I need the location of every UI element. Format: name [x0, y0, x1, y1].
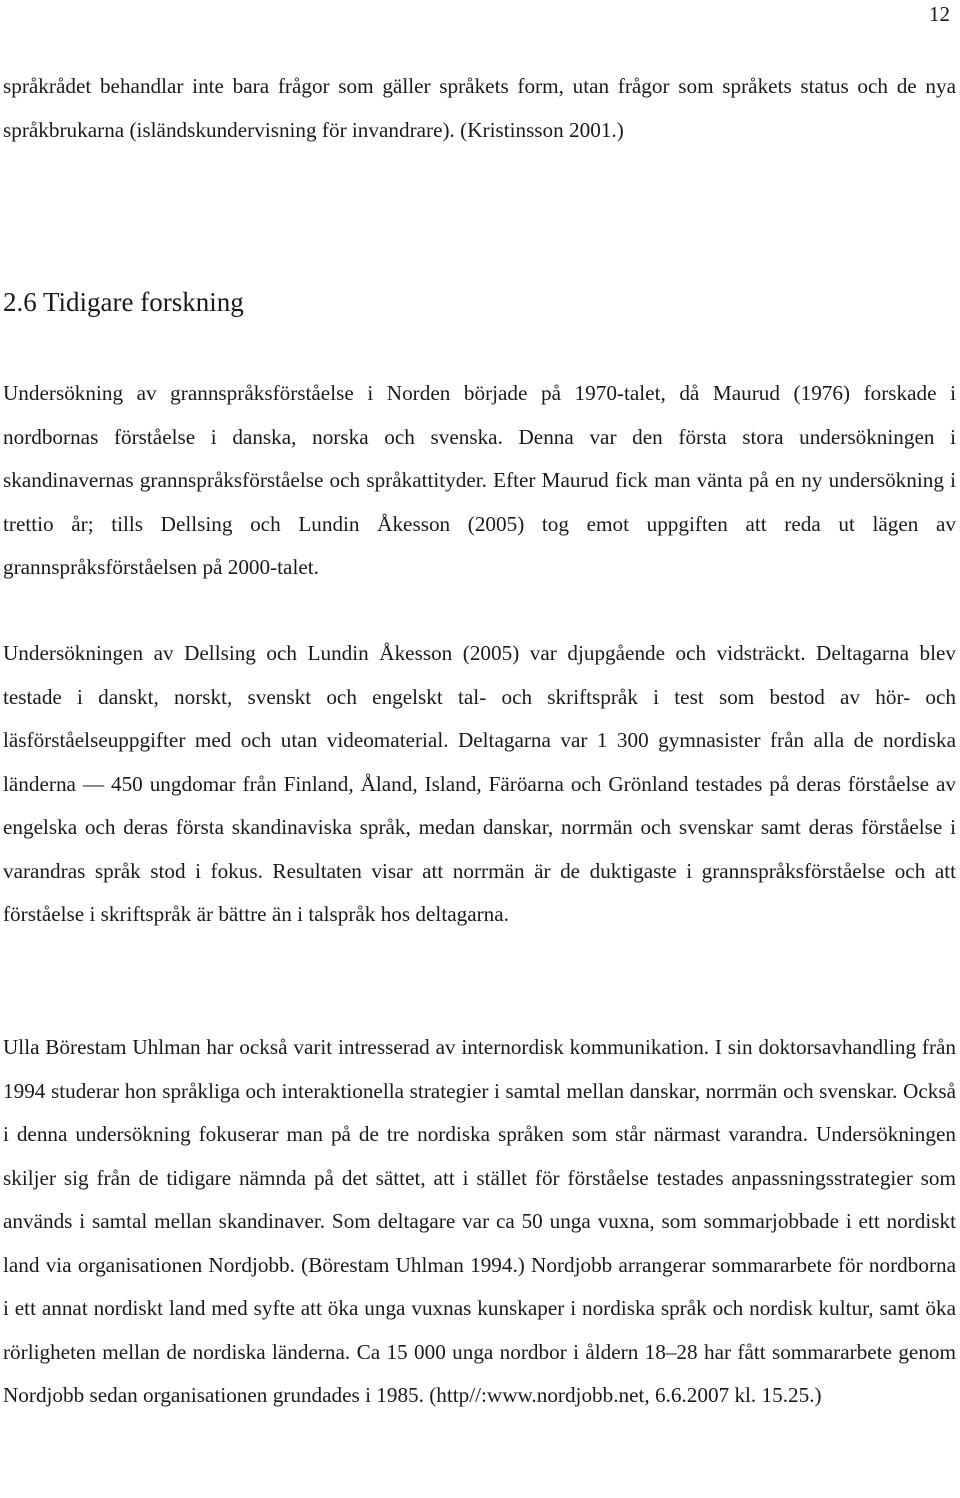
page-number: 12: [929, 2, 950, 26]
body-paragraph: Ulla Börestam Uhlman har också varit intresserad av internordisk kommunikation. I sin doktorsavhandling från 1994 studerar hon språkliga och interaktionella strategier i samtal mellan danskar, norrmän och svenskar. Också i denna undersökning fokuserar man på de tre nordiska språken som står närmast varandra. Undersökningen skiljer sig från de tidigare nämnda på det sättet, att i stället för förståelse testades anpassningsstrategier som används i samtal mellan skandinaver. Som deltagare var ca 50 unga vuxna, som sommarjobbade i ett nordiskt land via organisationen Nordjobb. (Börestam Uhlman 1994.) Nordjobb arrangerar sommararbete för nordborna i ett annat nordiskt land med syfte att öka unga vuxnas kunskaper i nordiska språk och nordisk kultur, samt öka rörligheten mellan de nordiska länderna. Ca 15 000 unga nordbor i åldern 18–28 har fått sommararbete genom Nordjobb sedan organisationen grundades i 1985. (http//:www.nordjobb.net, 6.6.2007 kl. 15.25.): [3, 1035, 956, 1407]
body-paragraph: Undersökning av grannspråksförståelse i Norden började på 1970-talet, då Maurud (1976) forskade i nordbornas förståelse i danska, norska och svenska. Denna var den första stora undersökningen i skandinavernas grannspråksförståelse och språkattityder. Efter Maurud fick man vänta på en ny undersökning i trettio år; tills Dellsing och Lundin Åkesson (2005) tog emot uppgiften att reda ut lägen av grannspråksförståelsen på 2000-talet.: [3, 381, 956, 579]
body-paragraph: Undersökningen av Dellsing och Lundin Åkesson (2005) var djupgående och vidsträckt. Deltagarna blev testade i danskt, norskt, svenskt och engelskt tal- och skriftspråk i test som bestod av hör- och läsförståelseuppgifter med och utan videomaterial. Deltagarna var 1 300 gymnasister från alla de nordiska länderna — 450 ungdomar från Finland, Åland, Island, Färöarna och Grönland testades på deras förståelse av engelska och deras första skandinaviska språk, medan danskar, norrmän och svenskar samt deras förståelse i varandras språk stod i fokus. Resultaten visar att norrmän är de duktigaste i grannspråksförståelse och att förståelse i skriftspråk är bättre än i talspråk hos deltagarna.: [3, 641, 956, 926]
section-heading: 2.6 Tidigare forskning: [3, 287, 244, 317]
intro-paragraph: språkrådet behandlar inte bara frågor som gäller språkets form, utan frågor som språkets status och de nya språkbrukarna (isländskundervisning för invandrare). (Kristinsson 2001.): [3, 74, 956, 142]
